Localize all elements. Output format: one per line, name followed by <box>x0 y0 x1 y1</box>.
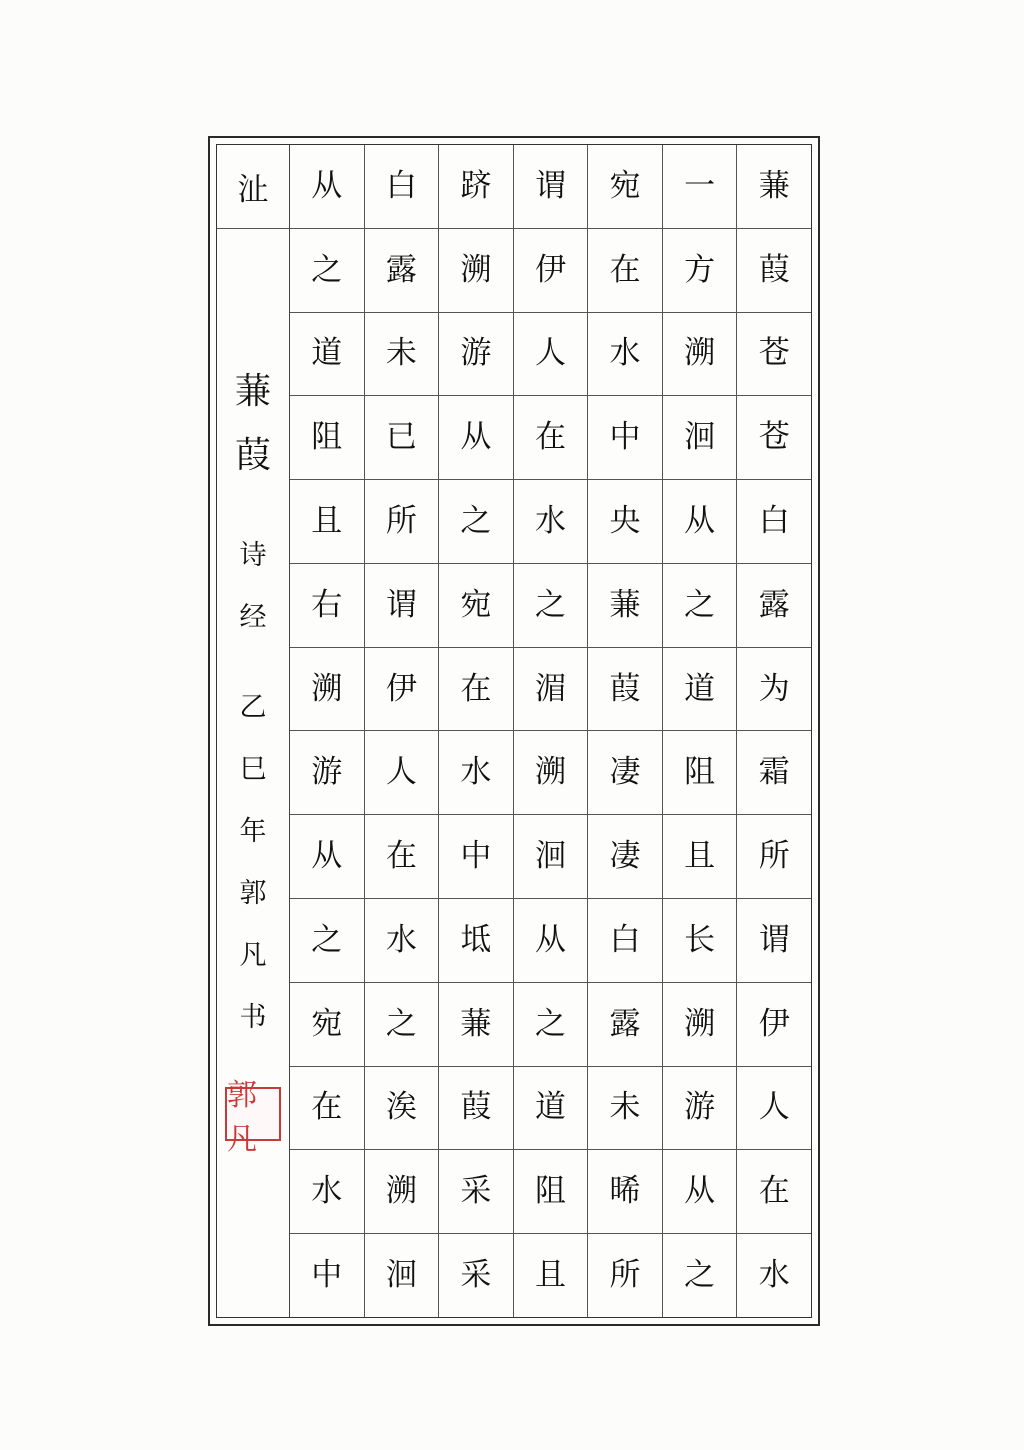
grid-cell: 白 <box>588 899 662 983</box>
grid-cell: 之 <box>439 480 513 564</box>
grid-cell: 葭 <box>588 648 662 732</box>
grid-cell: 方 <box>663 229 737 313</box>
grid-cell: 露 <box>588 983 662 1067</box>
grid-cell: 之 <box>290 899 364 983</box>
grid-cell: 蒹 <box>737 145 811 229</box>
grid-cell: 谓 <box>737 899 811 983</box>
poem-grid <box>289 145 811 1317</box>
poem-column-2 <box>662 145 737 1317</box>
grid-cell: 之 <box>290 229 364 313</box>
grid-cell: 坻 <box>439 899 513 983</box>
grid-cell: 中 <box>588 396 662 480</box>
grid-cell: 游 <box>439 313 513 397</box>
grid-cell: 在 <box>514 396 588 480</box>
grid-cell: 道 <box>663 648 737 732</box>
grid-cell: 晞 <box>588 1150 662 1234</box>
poem-column-6 <box>364 145 439 1317</box>
grid-cell: 葭 <box>737 229 811 313</box>
signature-char: 诗 <box>239 540 267 571</box>
grid-cell: 蒹 <box>588 564 662 648</box>
title-char: 蒹 <box>234 371 271 412</box>
signature-char: 书 <box>239 1002 267 1033</box>
grid-cell: 从 <box>514 899 588 983</box>
inscription-first-cell: 沚 <box>217 145 289 229</box>
grid-cell: 宛 <box>588 145 662 229</box>
grid-cell: 苍 <box>737 313 811 397</box>
grid-cell: 之 <box>365 983 439 1067</box>
signature-char: 凡 <box>239 940 267 971</box>
grid-cell: 伊 <box>737 983 811 1067</box>
grid-cell: 湄 <box>514 648 588 732</box>
grid-cell: 霜 <box>737 731 811 815</box>
poem-column-4 <box>513 145 588 1317</box>
signature-char: 乙 <box>239 692 267 723</box>
grid-cell: 游 <box>663 1067 737 1151</box>
red-seal-stamp: 郭凡 <box>225 1087 281 1141</box>
grid-cell: 之 <box>684 1257 716 1294</box>
grid-cell: 水 <box>439 731 513 815</box>
grid-cell: 葭 <box>439 1067 513 1151</box>
poem-column-3 <box>587 145 662 1317</box>
grid-cell: 从 <box>290 815 364 899</box>
grid-cell: 所 <box>609 1257 641 1294</box>
grid-cell: 白 <box>737 480 811 564</box>
grid-cell: 所 <box>365 480 439 564</box>
grid-cell: 在 <box>737 1150 811 1234</box>
grid-cell: 水 <box>290 1150 364 1234</box>
grid-cell: 从 <box>290 145 364 229</box>
grid-cell: 且 <box>534 1257 566 1294</box>
grid-cell: 长 <box>663 899 737 983</box>
grid-cell: 阻 <box>290 396 364 480</box>
grid-cell: 露 <box>737 564 811 648</box>
grid-cell: 蒹 <box>439 983 513 1067</box>
grid-cell: 右 <box>290 564 364 648</box>
grid-cell: 苍 <box>737 396 811 480</box>
grid-cell: 已 <box>365 396 439 480</box>
grid-cell: 溯 <box>663 313 737 397</box>
grid-cell: 道 <box>514 1067 588 1151</box>
grid-cell: 跻 <box>439 145 513 229</box>
grid-cell: 凄 <box>588 815 662 899</box>
signature-char: 年 <box>239 816 267 847</box>
poem-column-1 <box>736 145 811 1317</box>
grid-cell: 人 <box>365 731 439 815</box>
poem-title <box>217 360 289 488</box>
grid-cell: 且 <box>663 815 737 899</box>
grid-cell: 伊 <box>514 229 588 313</box>
grid-cell: 之 <box>514 564 588 648</box>
grid-cell: 水 <box>514 480 588 564</box>
grid-cell: 溯 <box>439 229 513 313</box>
grid-cell: 水 <box>758 1257 790 1294</box>
grid-cell: 且 <box>290 480 364 564</box>
grid-cell: 涘 <box>365 1067 439 1151</box>
poem-column-7 <box>290 145 364 1317</box>
grid-cell: 从 <box>663 1150 737 1234</box>
grid-cell: 在 <box>588 229 662 313</box>
grid-cell: 在 <box>290 1067 364 1151</box>
grid-cell: 从 <box>439 396 513 480</box>
signature-char: 郭 <box>239 878 267 909</box>
grid-cell: 溯 <box>365 1150 439 1234</box>
grid-cell: 洄 <box>514 815 588 899</box>
grid-cell: 从 <box>663 480 737 564</box>
grid-cell: 谓 <box>365 564 439 648</box>
grid-cell: 白 <box>365 145 439 229</box>
grid-cell: 一 <box>663 145 737 229</box>
signature-char: 巳 <box>239 754 267 785</box>
grid-cell: 之 <box>663 564 737 648</box>
grid-cell: 凄 <box>588 731 662 815</box>
calligraphy-sheet-inner-frame <box>216 144 812 1318</box>
signature-inscription <box>217 525 289 1049</box>
grid-cell: 道 <box>290 313 364 397</box>
grid-cell: 溯 <box>663 983 737 1067</box>
grid-cell: 在 <box>365 815 439 899</box>
grid-cell: 洄 <box>385 1257 417 1294</box>
grid-cell: 中 <box>311 1257 343 1294</box>
grid-cell: 阻 <box>663 731 737 815</box>
grid-cell: 中 <box>439 815 513 899</box>
grid-cell: 水 <box>365 899 439 983</box>
grid-cell: 溯 <box>514 731 588 815</box>
grid-cell: 伊 <box>365 648 439 732</box>
grid-cell: 在 <box>439 648 513 732</box>
grid-cell: 之 <box>514 983 588 1067</box>
inscription-column <box>217 145 289 1317</box>
grid-cell: 洄 <box>663 396 737 480</box>
grid-cell: 人 <box>737 1067 811 1151</box>
calligraphy-sheet-outer-frame <box>208 136 820 1326</box>
grid-cell: 阻 <box>514 1150 588 1234</box>
grid-cell: 人 <box>514 313 588 397</box>
grid-cell: 未 <box>588 1067 662 1151</box>
grid-cell: 宛 <box>439 564 513 648</box>
grid-cell: 采 <box>460 1257 492 1294</box>
grid-cell: 宛 <box>290 983 364 1067</box>
grid-cell: 央 <box>588 480 662 564</box>
grid-cell: 为 <box>737 648 811 732</box>
grid-cell: 谓 <box>514 145 588 229</box>
grid-cell: 水 <box>588 313 662 397</box>
title-char: 葭 <box>234 435 271 476</box>
grid-cell: 溯 <box>290 648 364 732</box>
grid-cell: 露 <box>365 229 439 313</box>
grid-cell: 采 <box>439 1150 513 1234</box>
grid-cell: 所 <box>737 815 811 899</box>
signature-char: 经 <box>239 602 267 633</box>
grid-cell: 未 <box>365 313 439 397</box>
poem-column-5 <box>438 145 513 1317</box>
grid-cell: 游 <box>290 731 364 815</box>
